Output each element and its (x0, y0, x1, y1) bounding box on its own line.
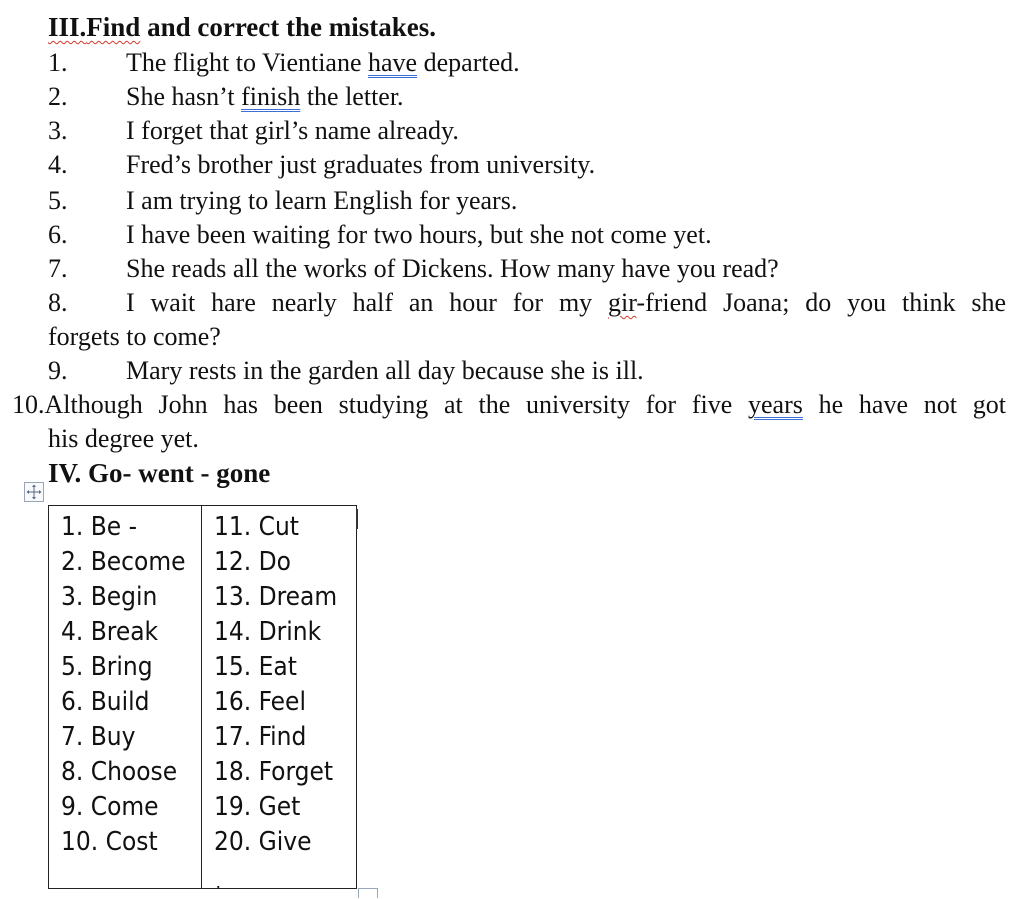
item-number: 9. (48, 356, 68, 385)
verb-item: 1. Be - (61, 512, 138, 542)
verb-item: 5. Bring (61, 652, 153, 682)
spelling-flagged-word: gir (608, 288, 637, 317)
item-10-line (12, 388, 1006, 422)
section-3-heading (48, 10, 436, 44)
list-item (48, 46, 520, 80)
item-text: I forget that girl’s name already. (126, 116, 459, 145)
item-8-line (48, 286, 1006, 320)
item-text: She hasn’t (126, 82, 242, 111)
verb-column-1[interactable] (49, 506, 202, 889)
list-item (48, 184, 517, 218)
list-item (48, 114, 459, 148)
verb-item: 10. Cost (61, 827, 158, 857)
item-number: 10. (12, 390, 45, 419)
move-arrows-icon[interactable] (24, 482, 44, 502)
item-number: 4. (48, 150, 68, 179)
section-3-title-rest: and correct the mistakes. (140, 12, 437, 42)
list-item (48, 80, 404, 114)
item-number: 6. (48, 220, 68, 249)
resize-handle-icon[interactable] (358, 888, 378, 898)
verb-item: 13. Dream (214, 582, 338, 612)
verb-item: 16. Feel (214, 687, 306, 717)
verb-item: 3. Begin (61, 582, 158, 612)
list-item (12, 388, 1006, 422)
verb-item: 11. Cut (214, 512, 299, 542)
verb-item: 9. Come (61, 792, 159, 822)
grammar-flagged-word: years (748, 390, 803, 419)
item-text: Fred’s brother just graduates from university. (126, 150, 596, 179)
item-number: 2. (48, 82, 68, 111)
verb-item: 8. Choose (61, 757, 178, 787)
verb-item: 12. Do (214, 547, 291, 577)
verb-item: 19. Get (214, 792, 301, 822)
item-text: the letter. (300, 82, 404, 111)
verb-item: 15. Eat (214, 652, 297, 682)
item-text: She reads all the works of Dickens. How many have you read? (126, 254, 779, 283)
item-text: I am trying to learn English for years. (126, 186, 518, 215)
end-of-row-marker (356, 509, 358, 529)
item-text: he have not got (802, 390, 1006, 419)
grammar-flagged-word: have (368, 48, 418, 77)
verb-item: 14. Drink (214, 617, 322, 647)
item-text: I wait hare nearly half an hour for my (126, 288, 609, 317)
cell-end-mark: . (216, 872, 221, 892)
item-text: I have been waiting for two hours, but she not come yet. (126, 220, 712, 249)
item-continuation: forgets to come? (48, 322, 221, 351)
item-text: Although John has been studying at the university for five (44, 390, 749, 419)
item-text: The flight to Vientiane (126, 48, 369, 77)
item-number: 3. (48, 116, 68, 145)
list-item (48, 354, 644, 388)
item-text: -friend Joana; do you think she (636, 288, 1006, 317)
item-continuation: his degree yet. (48, 424, 199, 453)
verb-table (48, 505, 357, 892)
verb-item: 6. Build (61, 687, 150, 717)
list-item (48, 148, 595, 182)
verb-item: 18. Forget (214, 757, 334, 787)
verb-item: 7. Buy (61, 722, 136, 752)
item-number: 1. (48, 48, 68, 77)
list-item (48, 218, 712, 252)
item-number: 5. (48, 186, 68, 215)
item-number: 7. (48, 254, 68, 283)
section-3-title-first-word: Find (86, 12, 141, 42)
section-4-heading: IV. Go- went - gone (48, 458, 271, 488)
verb-column-2[interactable] (202, 506, 357, 892)
item-text: departed. (417, 48, 520, 77)
item-number: 8. (48, 288, 68, 317)
verb-item: 20. Give (214, 827, 312, 857)
item-text: Mary rests in the garden all day because she is ill. (126, 356, 644, 385)
list-item (48, 286, 1006, 320)
grammar-flagged-word: finish (241, 82, 301, 111)
verb-item: 4. Break (61, 617, 159, 647)
list-item (48, 252, 779, 286)
verb-item: 17. Find (214, 722, 307, 752)
table-row (49, 506, 357, 889)
section-3-prefix: III. (48, 12, 87, 42)
verb-item: 2. Become (61, 547, 186, 577)
